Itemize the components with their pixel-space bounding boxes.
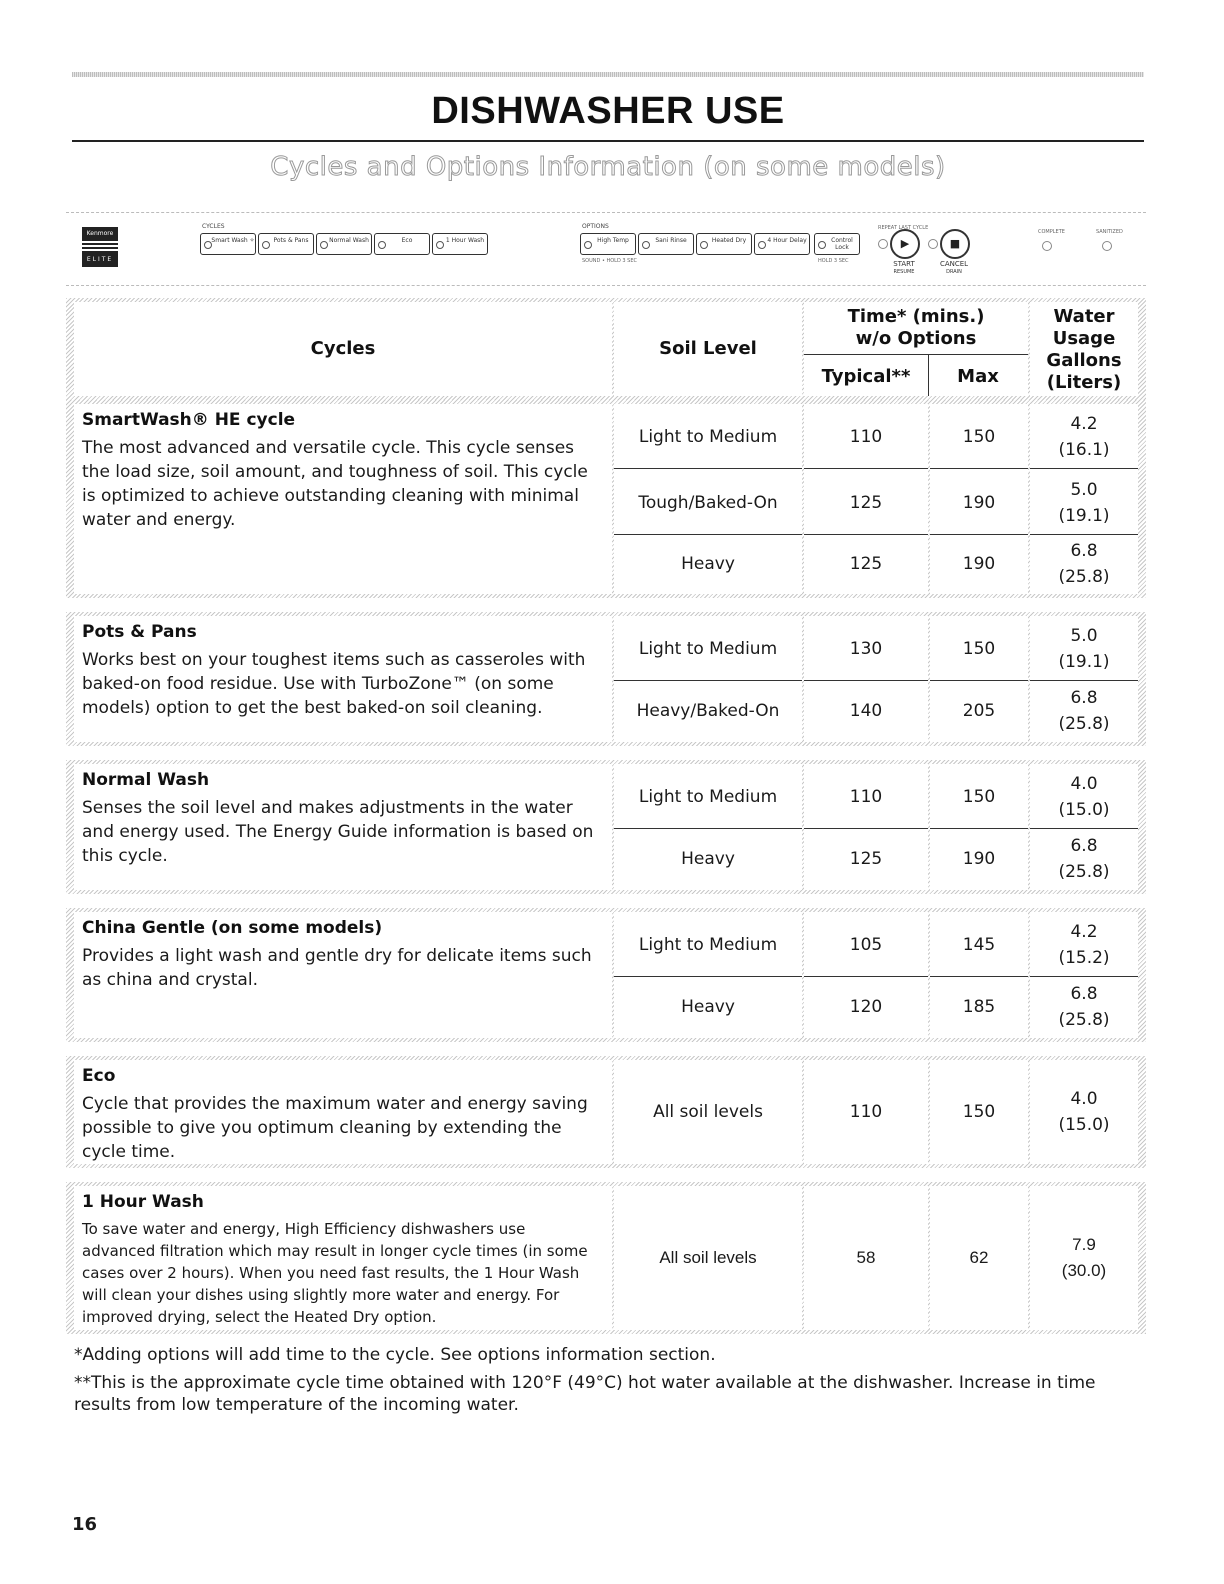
water-gallons: 6.8 bbox=[1070, 836, 1098, 856]
control-panel-illustration bbox=[66, 212, 1146, 286]
logo-stripes bbox=[82, 241, 118, 253]
panel-cycle-button: Normal Wash bbox=[316, 233, 372, 255]
water-usage-column bbox=[1030, 616, 1138, 742]
cycle-description: To save water and energy, High Efficiency dishwashers use advanced filtration which may result in longer cycle times (in some cases over 2 hours). When you need fast results, the 1 Hour Wash will clean your dishes using slightly more water and energy. For improved drying, select the Heated Dry option. bbox=[82, 1220, 588, 1326]
water-usage-cell bbox=[1030, 470, 1138, 536]
water-liters: (15.2) bbox=[1058, 948, 1110, 968]
header-soil-level: Soil Level bbox=[659, 338, 757, 359]
typical-time-cell: 125 bbox=[849, 554, 883, 574]
water-gallons: 6.8 bbox=[1070, 688, 1098, 708]
water-liters: (25.8) bbox=[1058, 862, 1110, 882]
typical-time-cell: 58 bbox=[856, 1248, 876, 1267]
max-time-cell: 150 bbox=[962, 1102, 996, 1122]
header-cell-cycles bbox=[74, 302, 612, 396]
row-divider bbox=[930, 828, 1028, 829]
row-divider bbox=[1030, 534, 1138, 535]
soil-level-cell: Light to Medium bbox=[638, 639, 778, 659]
cycle-name: Eco bbox=[82, 1066, 116, 1086]
soil-level-cell: Light to Medium bbox=[638, 935, 778, 955]
water-liters: (16.1) bbox=[1058, 440, 1110, 460]
max-time-cell: 150 bbox=[962, 639, 996, 659]
soil-level-column bbox=[614, 764, 802, 890]
row-divider bbox=[804, 680, 928, 681]
row-divider bbox=[930, 976, 1028, 977]
header-cell-soil bbox=[614, 302, 802, 396]
cycle-block bbox=[66, 400, 1146, 598]
footnote-cycle-time: **This is the approximate cycle time obtained with 120°F (49°C) hot water available at the dishwasher. Increase in time results from low temperature of the incoming water. bbox=[74, 1373, 1096, 1415]
cycle-description: Provides a light wash and gentle dry for delicate items such as china and crystal. bbox=[82, 946, 592, 990]
water-usage-column bbox=[1030, 1186, 1138, 1330]
typical-time-cell: 110 bbox=[849, 427, 883, 447]
water-liters: (25.8) bbox=[1058, 1010, 1110, 1030]
stop-icon: ■ bbox=[940, 229, 970, 259]
title-rule bbox=[72, 140, 1144, 142]
max-time-cell: 150 bbox=[962, 787, 996, 807]
max-time-cell: 190 bbox=[962, 554, 996, 574]
cycle-block bbox=[66, 908, 1146, 1042]
drain-label: DRAIN bbox=[946, 269, 962, 275]
cycle-description-cell bbox=[74, 1060, 612, 1164]
cycle-description-cell bbox=[74, 912, 612, 1038]
water-gallons: 4.2 bbox=[1070, 922, 1098, 942]
panel-cycle-button: Pots & Pans bbox=[258, 233, 314, 255]
cycle-description: Works best on your toughest items such as casseroles with baked-on food residue. Use with TurboZone™ (on some models) option to get the best baked-on soil cleaning. bbox=[82, 650, 586, 718]
cycle-description: Cycle that provides the maximum water and energy saving possible to give you optimum cleaning by extending the cycle time. bbox=[82, 1094, 588, 1162]
header-cell-water bbox=[1030, 302, 1138, 396]
water-usage-cell bbox=[1030, 616, 1138, 682]
panel-option-button: Sani Rinse bbox=[638, 233, 694, 255]
row-divider bbox=[804, 976, 928, 977]
max-time-cell: 150 bbox=[962, 427, 996, 447]
water-liters: (15.0) bbox=[1058, 1115, 1110, 1135]
typical-time-column bbox=[804, 764, 928, 890]
row-divider bbox=[804, 828, 928, 829]
water-gallons: 5.0 bbox=[1070, 626, 1098, 646]
typical-time-column bbox=[804, 912, 928, 1038]
soil-level-cell: Heavy bbox=[681, 997, 735, 1017]
header-gallons: Gallons bbox=[1046, 350, 1122, 371]
water-usage-cell bbox=[1030, 764, 1138, 830]
header-usage: Usage bbox=[1052, 328, 1116, 349]
row-divider bbox=[930, 468, 1028, 469]
header-water: Water bbox=[1053, 306, 1115, 327]
row-divider bbox=[1030, 468, 1138, 469]
page-title: DISHWASHER USE bbox=[431, 90, 785, 132]
row-divider bbox=[1030, 680, 1138, 681]
soil-level-column bbox=[614, 404, 802, 594]
header-cycles: Cycles bbox=[310, 338, 376, 359]
max-time-cell: 62 bbox=[969, 1248, 989, 1267]
max-time-column bbox=[930, 1186, 1028, 1330]
sound-hold-label: SOUND • HOLD 3 SEC bbox=[582, 258, 638, 264]
soil-level-column bbox=[614, 1060, 802, 1164]
cycles-group-label: CYCLES bbox=[202, 223, 225, 230]
header-time: Time* (mins.) bbox=[847, 306, 985, 327]
header-typical: Typical** bbox=[821, 366, 911, 387]
row-divider bbox=[614, 468, 802, 469]
water-gallons: 4.2 bbox=[1070, 414, 1098, 434]
row-divider bbox=[614, 534, 802, 535]
cancel-label: CANCEL bbox=[939, 260, 969, 268]
typical-time-column bbox=[804, 616, 928, 742]
kenmore-elite-logo bbox=[82, 227, 118, 269]
header-cell-time bbox=[804, 302, 1028, 396]
soil-level-column bbox=[614, 616, 802, 742]
resume-label: RESUME bbox=[893, 269, 915, 275]
soil-level-cell: Tough/Baked-On bbox=[638, 493, 778, 513]
options-group-label: OPTIONS bbox=[582, 223, 609, 230]
water-usage-column bbox=[1030, 1060, 1138, 1164]
max-time-cell: 190 bbox=[962, 493, 996, 513]
panel-option-button: Control Lock bbox=[814, 233, 860, 255]
typical-time-cell: 125 bbox=[849, 493, 883, 513]
typical-time-cell: 125 bbox=[849, 849, 883, 869]
typical-time-column bbox=[804, 404, 928, 594]
water-usage-cell bbox=[1030, 1186, 1138, 1330]
soil-level-cell: Heavy bbox=[681, 554, 735, 574]
cycle-block bbox=[66, 1182, 1146, 1334]
cycle-block bbox=[66, 612, 1146, 746]
row-divider bbox=[804, 468, 928, 469]
water-usage-cell bbox=[1030, 682, 1138, 740]
panel-option-button: High Temp bbox=[580, 233, 636, 255]
water-liters: (25.8) bbox=[1058, 714, 1110, 734]
cycle-description-cell bbox=[74, 764, 612, 890]
row-divider bbox=[804, 534, 928, 535]
water-usage-cell bbox=[1030, 912, 1138, 978]
max-time-cell: 145 bbox=[962, 935, 996, 955]
water-gallons: 4.0 bbox=[1070, 774, 1098, 794]
row-divider bbox=[930, 534, 1028, 535]
typical-time-cell: 110 bbox=[849, 787, 883, 807]
water-usage-cell bbox=[1030, 1060, 1138, 1164]
table-header-row bbox=[66, 298, 1146, 400]
water-usage-column bbox=[1030, 404, 1138, 594]
cycle-name: Normal Wash bbox=[82, 770, 210, 790]
start-indicator bbox=[878, 239, 888, 249]
row-divider bbox=[614, 680, 802, 681]
cycle-block bbox=[66, 760, 1146, 894]
header-without-options: w/o Options bbox=[855, 328, 977, 349]
water-gallons: 4.0 bbox=[1070, 1089, 1098, 1109]
complete-label: COMPLETE bbox=[1038, 229, 1065, 235]
logo-bottom-text: ELITE bbox=[82, 253, 118, 267]
soil-level-cell: All soil levels bbox=[659, 1248, 757, 1267]
start-label: START bbox=[893, 260, 915, 268]
page-subtitle: Cycles and Options Information (on some models) bbox=[270, 152, 946, 182]
typical-time-cell: 120 bbox=[849, 997, 883, 1017]
cycle-name: 1 Hour Wash bbox=[82, 1192, 204, 1212]
panel-option-button: 4 Hour Delay bbox=[754, 233, 810, 255]
cycle-description: Senses the soil level and makes adjustments in the water and energy used. The Energy Guide information is based on this cycle. bbox=[82, 798, 594, 866]
cycles-table bbox=[66, 298, 1146, 1326]
cancel-indicator bbox=[928, 239, 938, 249]
repeat-last-cycle-label: REPEAT LAST CYCLE bbox=[878, 225, 929, 231]
sanitized-label: SANITIZED bbox=[1096, 229, 1123, 235]
water-usage-cell bbox=[1030, 830, 1138, 888]
header-max: Max bbox=[957, 366, 999, 387]
soil-level-cell: Heavy bbox=[681, 849, 735, 869]
row-divider bbox=[1030, 976, 1138, 977]
typical-time-cell: 140 bbox=[849, 701, 883, 721]
panel-cycle-button: Smart Wash ✧ bbox=[200, 233, 256, 255]
cycle-name: China Gentle (on some models) bbox=[82, 918, 383, 938]
cycle-block bbox=[66, 1056, 1146, 1168]
row-divider bbox=[614, 828, 802, 829]
top-rule bbox=[72, 72, 1144, 77]
soil-level-column bbox=[614, 1186, 802, 1330]
footnote-options: *Adding options will add time to the cycle. See options information section. bbox=[74, 1345, 716, 1365]
header-divider bbox=[804, 354, 1028, 355]
panel-option-button: Heated Dry bbox=[696, 233, 752, 255]
max-time-column bbox=[930, 912, 1028, 1038]
soil-level-cell: Heavy/Baked-On bbox=[636, 701, 780, 721]
typical-time-cell: 105 bbox=[849, 935, 883, 955]
soil-level-cell: Light to Medium bbox=[638, 427, 778, 447]
cycle-name: SmartWash® HE cycle bbox=[82, 410, 296, 430]
cycle-name: Pots & Pans bbox=[82, 622, 197, 642]
water-usage-column bbox=[1030, 912, 1138, 1038]
soil-level-cell: All soil levels bbox=[653, 1102, 763, 1122]
water-liters: (19.1) bbox=[1058, 506, 1110, 526]
water-liters: (15.0) bbox=[1058, 800, 1110, 820]
max-time-column bbox=[930, 616, 1028, 742]
cycle-description-cell bbox=[74, 616, 612, 742]
water-liters: (19.1) bbox=[1058, 652, 1110, 672]
water-gallons: 6.8 bbox=[1070, 541, 1098, 561]
panel-cycle-button: 1 Hour Wash bbox=[432, 233, 488, 255]
row-divider bbox=[614, 976, 802, 977]
typical-time-column bbox=[804, 1186, 928, 1330]
page-number: 16 bbox=[72, 1514, 98, 1535]
hold-3sec-label: HOLD 3 SEC bbox=[818, 258, 849, 264]
header-liters: (Liters) bbox=[1046, 372, 1122, 393]
water-liters: (30.0) bbox=[1061, 1261, 1107, 1280]
panel-cycle-button: Eco bbox=[374, 233, 430, 255]
logo-top-text: Kenmore bbox=[82, 227, 118, 241]
complete-indicator bbox=[1042, 241, 1052, 251]
water-liters: (25.8) bbox=[1058, 567, 1110, 587]
max-time-cell: 190 bbox=[962, 849, 996, 869]
row-divider bbox=[930, 680, 1028, 681]
max-time-column bbox=[930, 764, 1028, 890]
soil-level-cell: Light to Medium bbox=[638, 787, 778, 807]
max-time-cell: 205 bbox=[962, 701, 996, 721]
water-usage-cell bbox=[1030, 978, 1138, 1036]
cycle-description-cell bbox=[74, 1186, 612, 1330]
row-divider bbox=[1030, 828, 1138, 829]
water-gallons: 6.8 bbox=[1070, 984, 1098, 1004]
typical-time-column bbox=[804, 1060, 928, 1164]
max-time-column bbox=[930, 1060, 1028, 1164]
typical-time-cell: 110 bbox=[849, 1102, 883, 1122]
cycle-description-cell bbox=[74, 404, 612, 594]
max-time-column bbox=[930, 404, 1028, 594]
soil-level-column bbox=[614, 912, 802, 1038]
water-usage-cell bbox=[1030, 536, 1138, 592]
start-icon: ▶ bbox=[890, 229, 920, 259]
typical-time-cell: 130 bbox=[849, 639, 883, 659]
water-gallons: 5.0 bbox=[1070, 480, 1098, 500]
water-gallons: 7.9 bbox=[1072, 1235, 1096, 1254]
max-time-cell: 185 bbox=[962, 997, 996, 1017]
sanitized-indicator bbox=[1102, 241, 1112, 251]
cycle-description: The most advanced and versatile cycle. This cycle senses the load size, soil amount, and toughness of soil. This cycle is optimized to achieve outstanding cleaning with minimal water and energy. bbox=[82, 438, 588, 530]
water-usage-column bbox=[1030, 764, 1138, 890]
water-usage-cell bbox=[1030, 404, 1138, 470]
